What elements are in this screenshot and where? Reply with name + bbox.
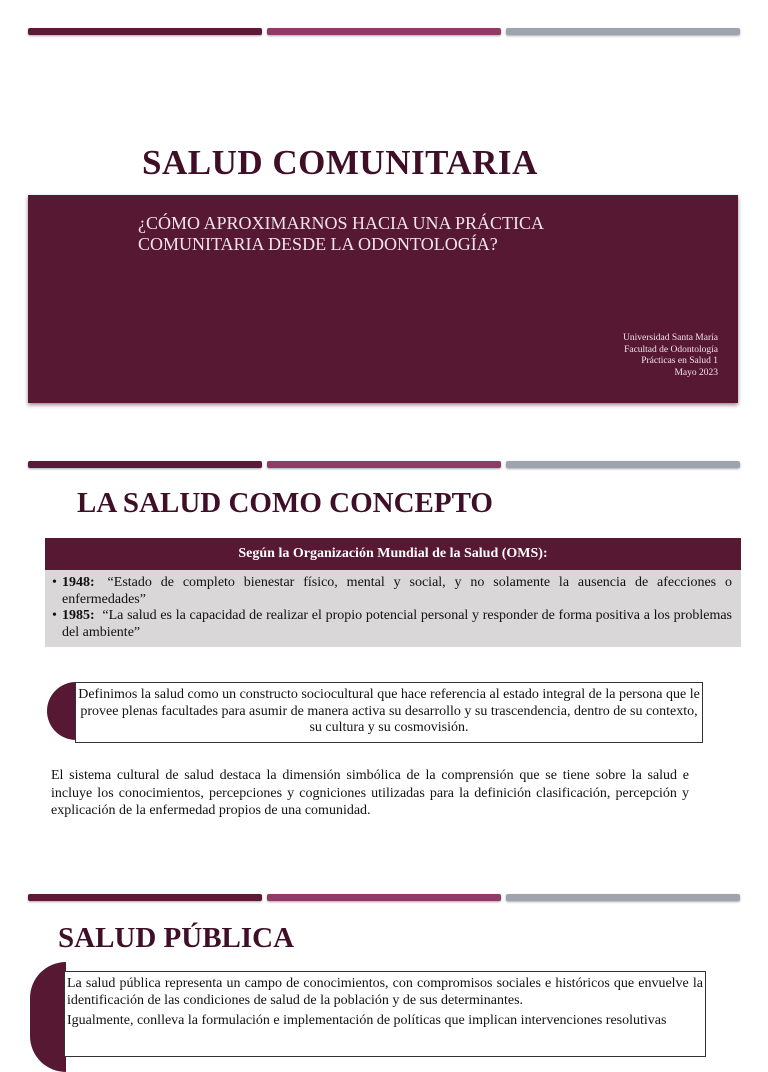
slide1-subtitle-line1: ¿CÓMO APROXIMARNOS HACIA UNA PRÁCTICA xyxy=(138,213,545,233)
slide1-subtitle xyxy=(138,213,544,255)
slide2-title: LA SALUD COMO CONCEPTO xyxy=(77,487,493,519)
divider-bar-purple xyxy=(267,894,501,901)
divider-bar-purple xyxy=(267,28,501,35)
oms-year: 1985: xyxy=(62,608,95,623)
definition-box: Definimos la salud como un constructo sociocultural que hace referencia al estado integral de la persona que le provee plenas facultades para asumir de manera activa su desarrollo y su trascendencia, dentro de su contexto, su cultura y su cosmovisión. xyxy=(75,682,703,743)
oms-item-1985 xyxy=(52,608,732,641)
oms-header: Según la Organización Mundial de la Salud (OMS): xyxy=(45,538,741,570)
slide1-title: SALUD COMUNITARIA xyxy=(142,143,538,182)
oms-year: 1948: xyxy=(62,575,95,590)
slide3-title: SALUD PÚBLICA xyxy=(58,922,295,954)
slide1-subtitle-line2: COMUNITARIA DESDE LA ODONTOLOGÍA? xyxy=(138,234,498,254)
oms-list xyxy=(45,570,741,647)
divider-bar-dark xyxy=(28,28,262,35)
faculty-name: Facultad de Odontología xyxy=(624,344,718,355)
public-health-paragraph-2: Igualmente, conlleva la formulación e implementación de políticas que implican intervenciones resolutivas xyxy=(67,1013,667,1028)
cultural-system-paragraph: El sistema cultural de salud destaca la dimensión simbólica de la comprensión que se tiene sobre la salud e incluye los conocimientos, percepciones y cogniciones utilizadas para la definición clasificación, percepción y explicación de la enfermedad propios de una comunidad. xyxy=(51,768,689,818)
divider-bar-dark xyxy=(28,461,262,468)
course-name: Prácticas en Salud 1 xyxy=(641,356,718,366)
decorative-semicircle xyxy=(47,682,77,740)
divider-bar-gray xyxy=(506,461,740,468)
oms-quote: “Estado de completo bienestar físico, mental y social, y no solamente la ausencia de afecciones o enfermedades” xyxy=(62,575,732,607)
university-name: Universidad Santa María xyxy=(623,333,718,343)
decorative-semicircle xyxy=(30,962,66,1072)
slide1-subtitle-panel xyxy=(28,195,738,403)
presentation-date: Mayo 2023 xyxy=(674,367,718,378)
slide1-institution-info xyxy=(623,333,718,379)
public-health-paragraph-1: La salud pública representa un campo de conocimientos, con compromisos sociales e históricos que envuelve la identificación de las condiciones de salud de la población y de sus determinantes. xyxy=(67,976,703,1008)
oms-definition-box xyxy=(45,538,741,647)
divider-bar-dark xyxy=(28,894,262,901)
divider-bar-purple xyxy=(267,461,501,468)
public-health-box xyxy=(64,971,706,1057)
divider-bar-gray xyxy=(506,894,740,901)
divider-bar-gray xyxy=(506,28,740,35)
oms-item-1948 xyxy=(52,575,732,608)
oms-quote: “La salud es la capacidad de realizar el propio potencial personal y responder de forma positiva a los problemas del ambiente” xyxy=(62,608,732,640)
bullet: • xyxy=(52,575,57,590)
bullet: • xyxy=(52,608,57,623)
